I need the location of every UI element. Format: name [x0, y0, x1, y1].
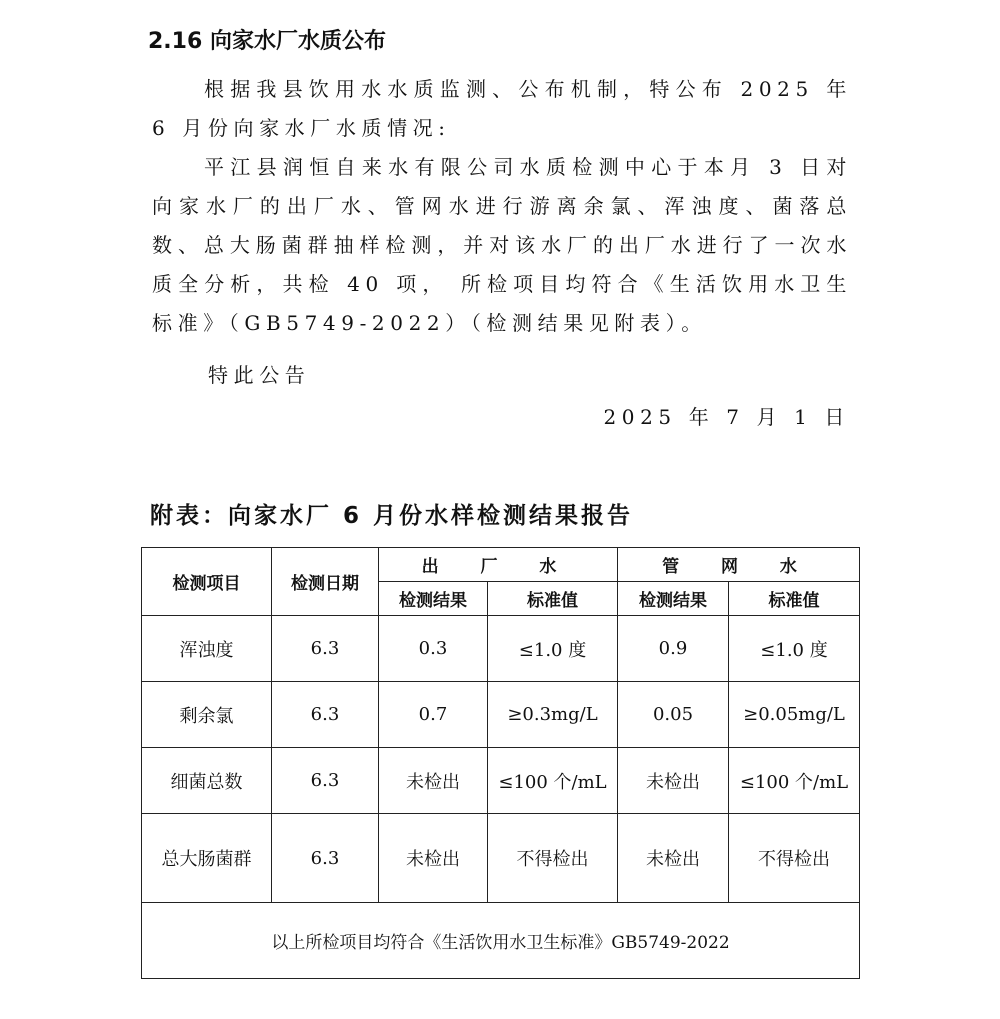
cell-network-standard: ≤100 个/mL — [729, 748, 860, 814]
table-footnote-row — [142, 903, 860, 979]
header-network-water: 管 网 水 — [618, 548, 860, 582]
table-header-row — [142, 548, 860, 582]
cell-outlet-standard: ≤1.0 度 — [488, 616, 618, 682]
cell-network-standard: ≤1.0 度 — [729, 616, 860, 682]
cell-outlet-standard: ≤100 个/mL — [488, 748, 618, 814]
table-footnote: 以上所检项目均符合《生活饮用水卫生标准》GB5749-2022 — [142, 903, 860, 979]
notice-paragraph-1: 根据我县饮用水水质监测、公布机制，特公布 2025 年 6 月份向家水厂水质情况: — [152, 77, 852, 140]
header-network-standard: 标准值 — [729, 582, 860, 616]
cell-outlet-result: 0.3 — [379, 616, 488, 682]
table-row — [142, 616, 860, 682]
cell-network-result: 0.9 — [618, 616, 729, 682]
cell-item: 细菌总数 — [142, 748, 272, 814]
header-date: 检测日期 — [272, 548, 379, 616]
cell-network-standard: 不得检出 — [729, 814, 860, 903]
annex-title: 附表：向家水厂 6 月份水样检测结果报告 — [150, 503, 634, 529]
header-outlet-water: 出 厂 水 — [379, 548, 618, 582]
cell-date: 6.3 — [272, 748, 379, 814]
section-title: 2.16 向家水厂水质公布 — [148, 29, 386, 54]
cell-date: 6.3 — [272, 682, 379, 748]
cell-outlet-result: 未检出 — [379, 748, 488, 814]
cell-network-result: 未检出 — [618, 748, 729, 814]
cell-outlet-standard: 不得检出 — [488, 814, 618, 903]
notice-paragraph-2: 平江县润恒自来水有限公司水质检测中心于本月 3 日对向家水厂的出厂水、管网水进行游离余氯、浑浊度、菌落总数、总大肠菌群抽样检测，并对该水厂的出厂水进行了一次水质全分析，共检 40 项， 所检项目均符合《生活饮用水卫生标准》（GB5749-2022）（检测结果见附表）。 — [152, 155, 852, 335]
header-outlet-result: 检测结果 — [379, 582, 488, 616]
notice-closing: 特此公告 — [208, 363, 311, 387]
table-row — [142, 748, 860, 814]
cell-date: 6.3 — [272, 616, 379, 682]
table-row — [142, 814, 860, 903]
cell-item: 浑浊度 — [142, 616, 272, 682]
cell-network-standard: ≥0.05mg/L — [729, 682, 860, 748]
header-outlet-standard: 标准值 — [488, 582, 618, 616]
results-table — [141, 547, 860, 979]
cell-item: 总大肠菌群 — [142, 814, 272, 903]
cell-network-result: 0.05 — [618, 682, 729, 748]
cell-outlet-result: 未检出 — [379, 814, 488, 903]
header-item: 检测项目 — [142, 548, 272, 616]
cell-outlet-standard: ≥0.3mg/L — [488, 682, 618, 748]
table-row — [142, 682, 860, 748]
cell-item: 剩余氯 — [142, 682, 272, 748]
header-network-result: 检测结果 — [618, 582, 729, 616]
notice-date: 2025 年 7 月 1 日 — [603, 405, 850, 429]
cell-date: 6.3 — [272, 814, 379, 903]
cell-network-result: 未检出 — [618, 814, 729, 903]
cell-outlet-result: 0.7 — [379, 682, 488, 748]
